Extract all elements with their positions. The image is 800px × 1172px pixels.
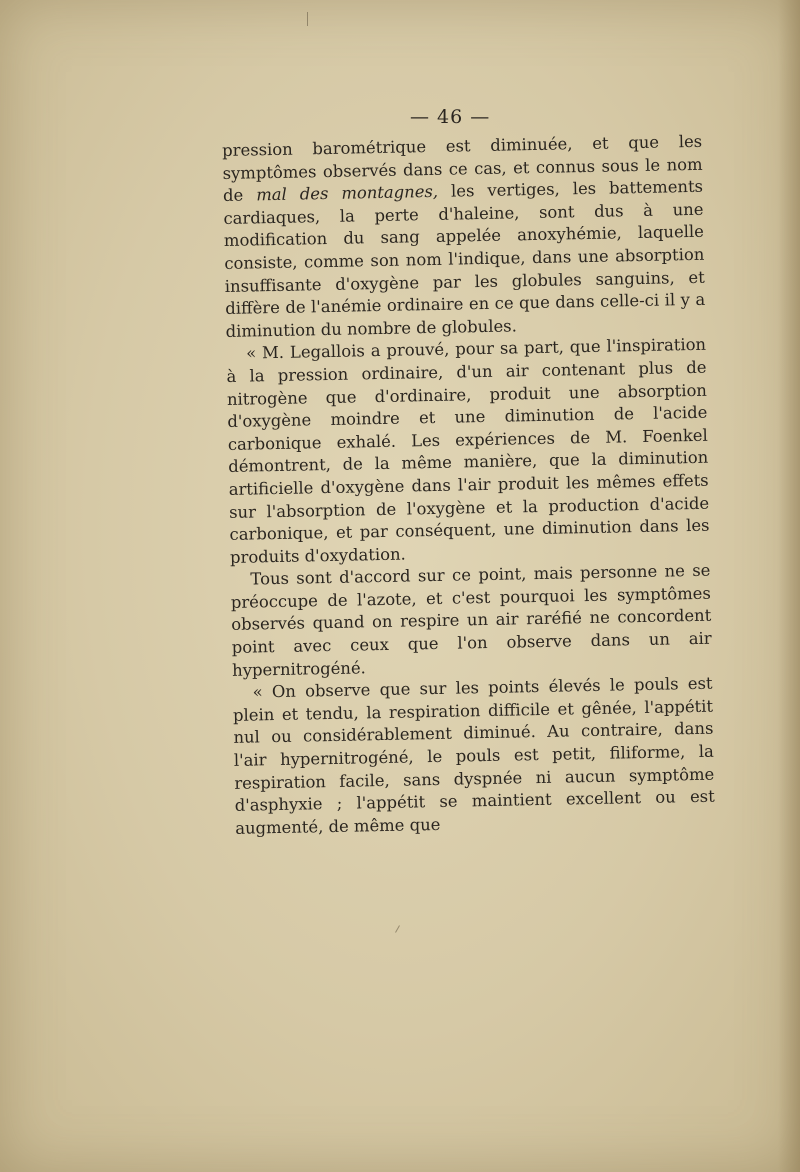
paragraph-1-after: les vertiges, les battements cardiaques, la perte d'haleine, sont dus à une modification du sang appelée anoxyhémie, laquelle consiste, comme son nom l'indique, dans une absorption insuffisante d'oxygène par les globules sanguins, et diffère de l'anémie ordinaire en ce que dans celle-ci il y a diminution du nombre de globules. (223, 176, 706, 341)
paragraph-2: « M. Legallois a prouvé, pour sa part, que l'inspiration à la pression ordinaire, d'un air contenant plus de nitrogène que d'ordinaire, produit une absorption d'oxygène moindre et une diminution de l'acide carbonique exhalé. Les expériences de M. Foenkel démontrent, de la même manière, que la diminution artificielle d'oxygène dans l'air produit les mêmes effets sur l'absorption de l'oxygène et la production d'acide carbonique, et par conséquent, une diminution dans les produits d'oxydation. (226, 335, 710, 567)
ink-mark-bottom (395, 925, 400, 932)
paragraph-1-before: pression barométrique est diminuée, et que les symptômes observés dans ce cas, et connus sous le nom de (222, 131, 703, 206)
body-text (222, 131, 715, 840)
page-number: — 46 — (410, 106, 491, 128)
paragraph-3: Tous sont d'accord sur ce point, mais personne ne se préoccupe de l'azote, et c'est pourquoi les symptômes observés quand on respire un air raréfié ne concordent point avec ceux que l'on observe dans un air hypernitrogéné. (230, 560, 712, 680)
paragraph-1-italic: mal des montagnes, (256, 182, 439, 205)
ink-mark-top (307, 12, 308, 26)
paragraph-1 (222, 131, 706, 344)
paragraph-4: « On observe que sur les points élevés le pouls est plein et tendu, la respiration difficile et gênée, l'appétit nul ou considérablement diminué. Au contraire, dans l'air hypernitrogéné, le pouls est petit, filiforme, la respiration facile, sans dyspnée ni aucun symptôme d'asphyxie ; l'appétit se maintient excellent ou est augmenté, de même que (232, 673, 715, 838)
page-edge-shadow (778, 0, 800, 1172)
